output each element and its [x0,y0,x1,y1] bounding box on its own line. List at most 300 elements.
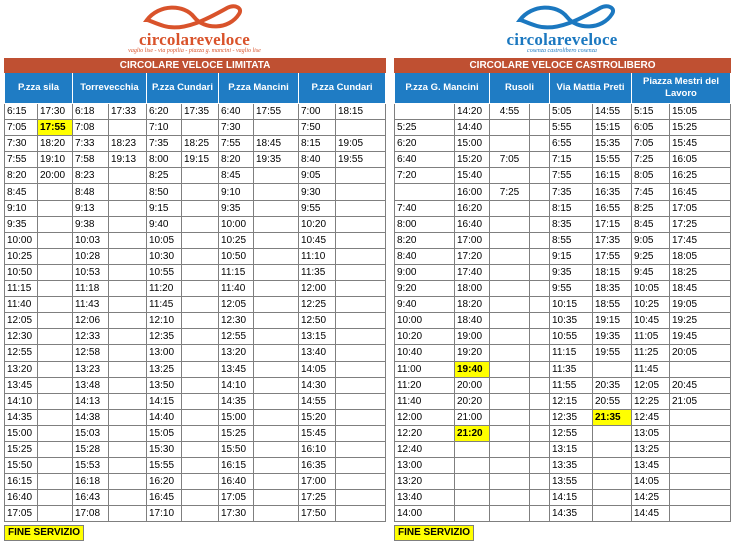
time-cell [109,216,147,232]
time-cell: 17:20 [455,248,490,264]
time-cell [530,248,550,264]
time-cell [182,313,219,329]
time-cell: 21:20 [455,425,490,441]
time-cell [336,474,386,490]
time-cell: 8:20 [219,152,254,168]
time-cell: 13:00 [147,345,182,361]
time-cell: 9:20 [395,281,455,297]
time-cell: 12:15 [550,393,593,409]
time-cell: 6:15 [5,104,38,120]
table-row [5,329,386,345]
stop-header: P.zza Cundari [147,73,219,104]
stop-header: Via Mattia Preti [550,73,632,104]
time-cell: 19:35 [593,329,632,345]
time-cell: 10:20 [299,216,336,232]
time-cell [254,264,299,280]
time-cell [593,490,632,506]
time-cell: 7:05 [632,136,670,152]
time-cell [336,200,386,216]
time-cell: 20:35 [593,377,632,393]
time-cell: 13:35 [550,458,593,474]
time-cell [254,425,299,441]
table-title: CIRCOLARE VELOCE CASTROLIBERO [395,59,731,73]
time-cell: 11:40 [395,393,455,409]
time-cell: 15:40 [455,168,490,184]
time-cell: 19:55 [593,345,632,361]
time-cell: 14:38 [73,409,109,425]
time-cell: 15:20 [299,409,336,425]
time-cell: 7:35 [147,136,182,152]
time-cell [182,216,219,232]
time-cell: 17:08 [73,506,109,522]
time-cell: 12:55 [550,425,593,441]
time-cell [38,425,73,441]
time-cell [182,377,219,393]
time-cell: 9:15 [550,248,593,264]
time-cell: 15:55 [593,152,632,168]
time-cell: 10:25 [5,248,38,264]
table-row [395,393,731,409]
time-cell: 7:15 [550,152,593,168]
time-cell [530,264,550,280]
time-cell [490,474,530,490]
time-cell: 18:00 [455,281,490,297]
time-cell: 6:20 [147,104,182,120]
table-row [5,361,386,377]
time-cell: 10:00 [219,216,254,232]
stop-header: Rusoli [490,73,550,104]
time-cell: 15:20 [455,152,490,168]
time-cell [38,441,73,457]
time-cell [182,281,219,297]
time-cell [254,216,299,232]
time-cell [38,377,73,393]
time-cell [182,506,219,522]
time-cell: 16:45 [670,184,731,200]
time-cell [109,361,147,377]
time-cell [490,313,530,329]
time-cell [490,281,530,297]
table-row [395,361,731,377]
time-cell: 12:55 [219,329,254,345]
time-cell [38,345,73,361]
time-cell: 10:50 [219,248,254,264]
time-cell [490,377,530,393]
time-cell: 5:55 [550,120,593,136]
time-cell [182,393,219,409]
time-cell: 17:30 [38,104,73,120]
time-cell: 15:25 [5,441,38,457]
time-cell: 12:25 [632,393,670,409]
time-cell: 14:05 [632,474,670,490]
time-cell [455,506,490,522]
time-cell [182,297,219,313]
time-cell: 15:15 [593,120,632,136]
time-cell: 10:28 [73,248,109,264]
time-cell: 19:40 [455,361,490,377]
time-cell: 17:55 [38,120,73,136]
table-row [5,393,386,409]
time-cell: 17:35 [593,232,632,248]
time-cell: 15:25 [219,425,254,441]
time-cell [254,168,299,184]
time-cell: 8:20 [5,168,38,184]
time-cell: 17:33 [109,104,147,120]
time-cell: 15:05 [670,104,731,120]
time-cell: 10:05 [632,281,670,297]
time-cell [670,409,731,425]
time-cell: 7:55 [550,168,593,184]
time-cell [530,393,550,409]
time-cell [254,393,299,409]
time-cell: 18:15 [336,104,386,120]
time-cell [490,297,530,313]
time-cell: 14:05 [299,361,336,377]
time-cell [182,329,219,345]
time-cell [490,216,530,232]
time-cell: 15:35 [593,136,632,152]
time-cell: 7:55 [219,136,254,152]
time-cell: 13:45 [632,458,670,474]
time-cell [530,313,550,329]
time-cell: 7:50 [299,120,336,136]
time-cell [593,474,632,490]
table-row [395,458,731,474]
time-cell: 12:55 [5,345,38,361]
time-cell: 10:00 [5,232,38,248]
time-cell [530,281,550,297]
time-cell [254,441,299,457]
time-cell: 7:40 [395,200,455,216]
time-cell: 16:05 [670,152,731,168]
time-cell [254,361,299,377]
time-cell: 8:15 [550,200,593,216]
time-cell [530,345,550,361]
time-cell: 18:25 [670,264,731,280]
time-cell [530,329,550,345]
table-row [395,297,731,313]
table-row [5,184,386,200]
time-cell [530,409,550,425]
stop-header: P.zza G. Mancini [395,73,490,104]
time-cell: 7:45 [632,184,670,200]
time-cell [530,232,550,248]
time-cell [109,200,147,216]
time-cell: 16:20 [455,200,490,216]
time-cell: 7:30 [219,120,254,136]
time-cell [336,313,386,329]
time-cell: 13:15 [550,441,593,457]
time-cell [254,200,299,216]
time-cell [109,506,147,522]
time-cell: 14:20 [455,104,490,120]
time-cell: 13:15 [299,329,336,345]
time-cell: 9:05 [632,232,670,248]
time-cell [490,506,530,522]
time-cell: 18:23 [109,136,147,152]
stop-header: P.zza sila [5,73,73,104]
time-cell [182,490,219,506]
time-cell: 18:20 [455,297,490,313]
time-cell [182,200,219,216]
time-cell: 10:55 [147,264,182,280]
time-cell: 15:00 [5,425,38,441]
time-cell: 10:50 [5,264,38,280]
time-cell [109,248,147,264]
time-cell: 17:50 [299,506,336,522]
time-cell [38,409,73,425]
time-cell: 13:45 [219,361,254,377]
table-row [395,377,731,393]
time-cell [38,393,73,409]
time-cell [670,425,731,441]
time-cell [336,297,386,313]
table-row [5,490,386,506]
time-cell: 12:30 [219,313,254,329]
time-cell [336,425,386,441]
time-cell [593,441,632,457]
time-cell: 8:00 [395,216,455,232]
table-row [395,506,731,522]
table-row [5,120,386,136]
time-cell [336,506,386,522]
time-cell [254,474,299,490]
time-cell [109,393,147,409]
time-cell: 14:35 [5,409,38,425]
time-cell: 10:00 [395,313,455,329]
time-cell [395,104,455,120]
time-cell: 13:55 [550,474,593,490]
time-cell: 10:53 [73,264,109,280]
time-cell: 12:06 [73,313,109,329]
time-cell: 8:45 [632,216,670,232]
time-cell: 14:15 [147,393,182,409]
time-cell: 17:05 [219,490,254,506]
time-cell [254,184,299,200]
time-cell [593,361,632,377]
time-cell: 20:20 [455,393,490,409]
end-of-service-label: FINE SERVIZIO [394,525,474,541]
time-cell [38,506,73,522]
time-cell [182,120,219,136]
time-cell: 9:45 [632,264,670,280]
time-cell: 19:10 [38,152,73,168]
time-cell: 17:55 [254,104,299,120]
time-cell [490,232,530,248]
time-cell [109,458,147,474]
time-cell: 8:15 [299,136,336,152]
time-cell: 15:25 [670,120,731,136]
time-cell [490,490,530,506]
time-cell: 13:00 [395,458,455,474]
table-row [395,409,731,425]
time-cell: 12:40 [395,441,455,457]
time-cell: 11:40 [219,281,254,297]
time-cell: 6:20 [395,136,455,152]
time-cell: 12:05 [219,297,254,313]
table-row [395,441,731,457]
time-cell [182,232,219,248]
table-row [5,377,386,393]
time-cell: 10:40 [395,345,455,361]
time-cell [490,168,530,184]
time-cell: 8:25 [632,200,670,216]
time-cell: 15:53 [73,458,109,474]
time-cell [109,377,147,393]
time-cell [593,425,632,441]
table-row [5,441,386,457]
time-cell: 16:15 [219,458,254,474]
time-cell [670,441,731,457]
time-cell: 13:20 [5,361,38,377]
time-cell: 17:35 [182,104,219,120]
time-cell [38,474,73,490]
time-cell [336,120,386,136]
time-cell [109,329,147,345]
table-row [5,264,386,280]
time-cell [530,474,550,490]
time-cell: 9:15 [147,200,182,216]
time-cell: 10:35 [550,313,593,329]
time-cell: 8:48 [73,184,109,200]
time-cell: 9:40 [147,216,182,232]
time-cell [109,425,147,441]
time-cell: 15:30 [147,441,182,457]
time-cell: 10:25 [219,232,254,248]
time-cell [182,474,219,490]
table-row [5,104,386,120]
table-row [5,200,386,216]
time-cell: 20:05 [670,345,731,361]
swirl-logo-icon [139,2,249,32]
time-cell: 17:05 [670,200,731,216]
time-cell [593,458,632,474]
time-cell: 7:30 [5,136,38,152]
time-cell: 16:40 [5,490,38,506]
time-cell [336,184,386,200]
time-cell [38,264,73,280]
time-cell: 7:55 [5,152,38,168]
table-row [395,232,731,248]
time-cell: 12:50 [299,313,336,329]
time-cell: 16:18 [73,474,109,490]
time-cell [530,441,550,457]
time-cell [530,490,550,506]
table-row [5,297,386,313]
time-cell [336,361,386,377]
time-cell: 12:00 [395,409,455,425]
table-title: CIRCOLARE VELOCE LIMITATA [5,59,386,73]
time-cell: 13:20 [219,345,254,361]
time-cell [530,136,550,152]
time-cell [455,474,490,490]
time-cell [38,248,73,264]
table-row [5,168,386,184]
time-cell: 5:25 [395,120,455,136]
time-cell [530,104,550,120]
time-cell: 8:05 [632,168,670,184]
table-row [395,184,731,200]
time-cell: 11:10 [299,248,336,264]
table-row [5,409,386,425]
time-cell: 16:20 [147,474,182,490]
time-cell: 7:35 [550,184,593,200]
end-of-service-label: FINE SERVIZIO [4,525,84,541]
time-cell [530,184,550,200]
time-cell: 19:13 [109,152,147,168]
time-cell: 9:55 [299,200,336,216]
time-cell: 10:20 [395,329,455,345]
time-cell [455,490,490,506]
time-cell [490,458,530,474]
table-row [5,474,386,490]
time-cell: 8:55 [550,232,593,248]
time-cell: 11:05 [632,329,670,345]
time-cell [254,313,299,329]
time-cell: 18:20 [38,136,73,152]
stop-header: P.zza Mancini [219,73,299,104]
time-cell [490,409,530,425]
time-cell [182,345,219,361]
time-cell: 17:55 [593,248,632,264]
time-cell [490,425,530,441]
stop-header: P.zza Cundari [299,73,386,104]
time-cell: 9:00 [395,264,455,280]
time-cell: 11:15 [5,281,38,297]
table-row [395,474,731,490]
time-cell: 8:45 [5,184,38,200]
time-cell: 19:15 [182,152,219,168]
time-cell [38,184,73,200]
time-cell: 14:10 [219,377,254,393]
time-cell: 13:45 [5,377,38,393]
time-cell: 12:35 [550,409,593,425]
time-cell [254,490,299,506]
time-cell [670,506,731,522]
right-schedule-table [394,58,731,522]
time-cell: 18:45 [254,136,299,152]
time-cell [490,441,530,457]
time-cell: 14:40 [455,120,490,136]
time-cell: 11:35 [299,264,336,280]
time-cell: 7:05 [5,120,38,136]
time-cell [336,329,386,345]
time-cell [38,297,73,313]
right-logo [394,0,730,58]
time-cell: 17:25 [299,490,336,506]
time-cell [336,458,386,474]
time-cell: 11:43 [73,297,109,313]
table-row [5,248,386,264]
time-cell: 13:25 [147,361,182,377]
time-cell: 10:15 [550,297,593,313]
time-cell [109,297,147,313]
time-cell: 9:38 [73,216,109,232]
time-cell: 12:30 [5,329,38,345]
time-cell [38,458,73,474]
time-cell [182,248,219,264]
table-row [395,200,731,216]
time-cell: 12:45 [632,409,670,425]
time-cell: 14:13 [73,393,109,409]
time-cell: 19:00 [455,329,490,345]
table-row [5,313,386,329]
time-cell [254,506,299,522]
time-cell [109,168,147,184]
time-cell [336,377,386,393]
time-cell: 8:50 [147,184,182,200]
time-cell: 8:20 [395,232,455,248]
